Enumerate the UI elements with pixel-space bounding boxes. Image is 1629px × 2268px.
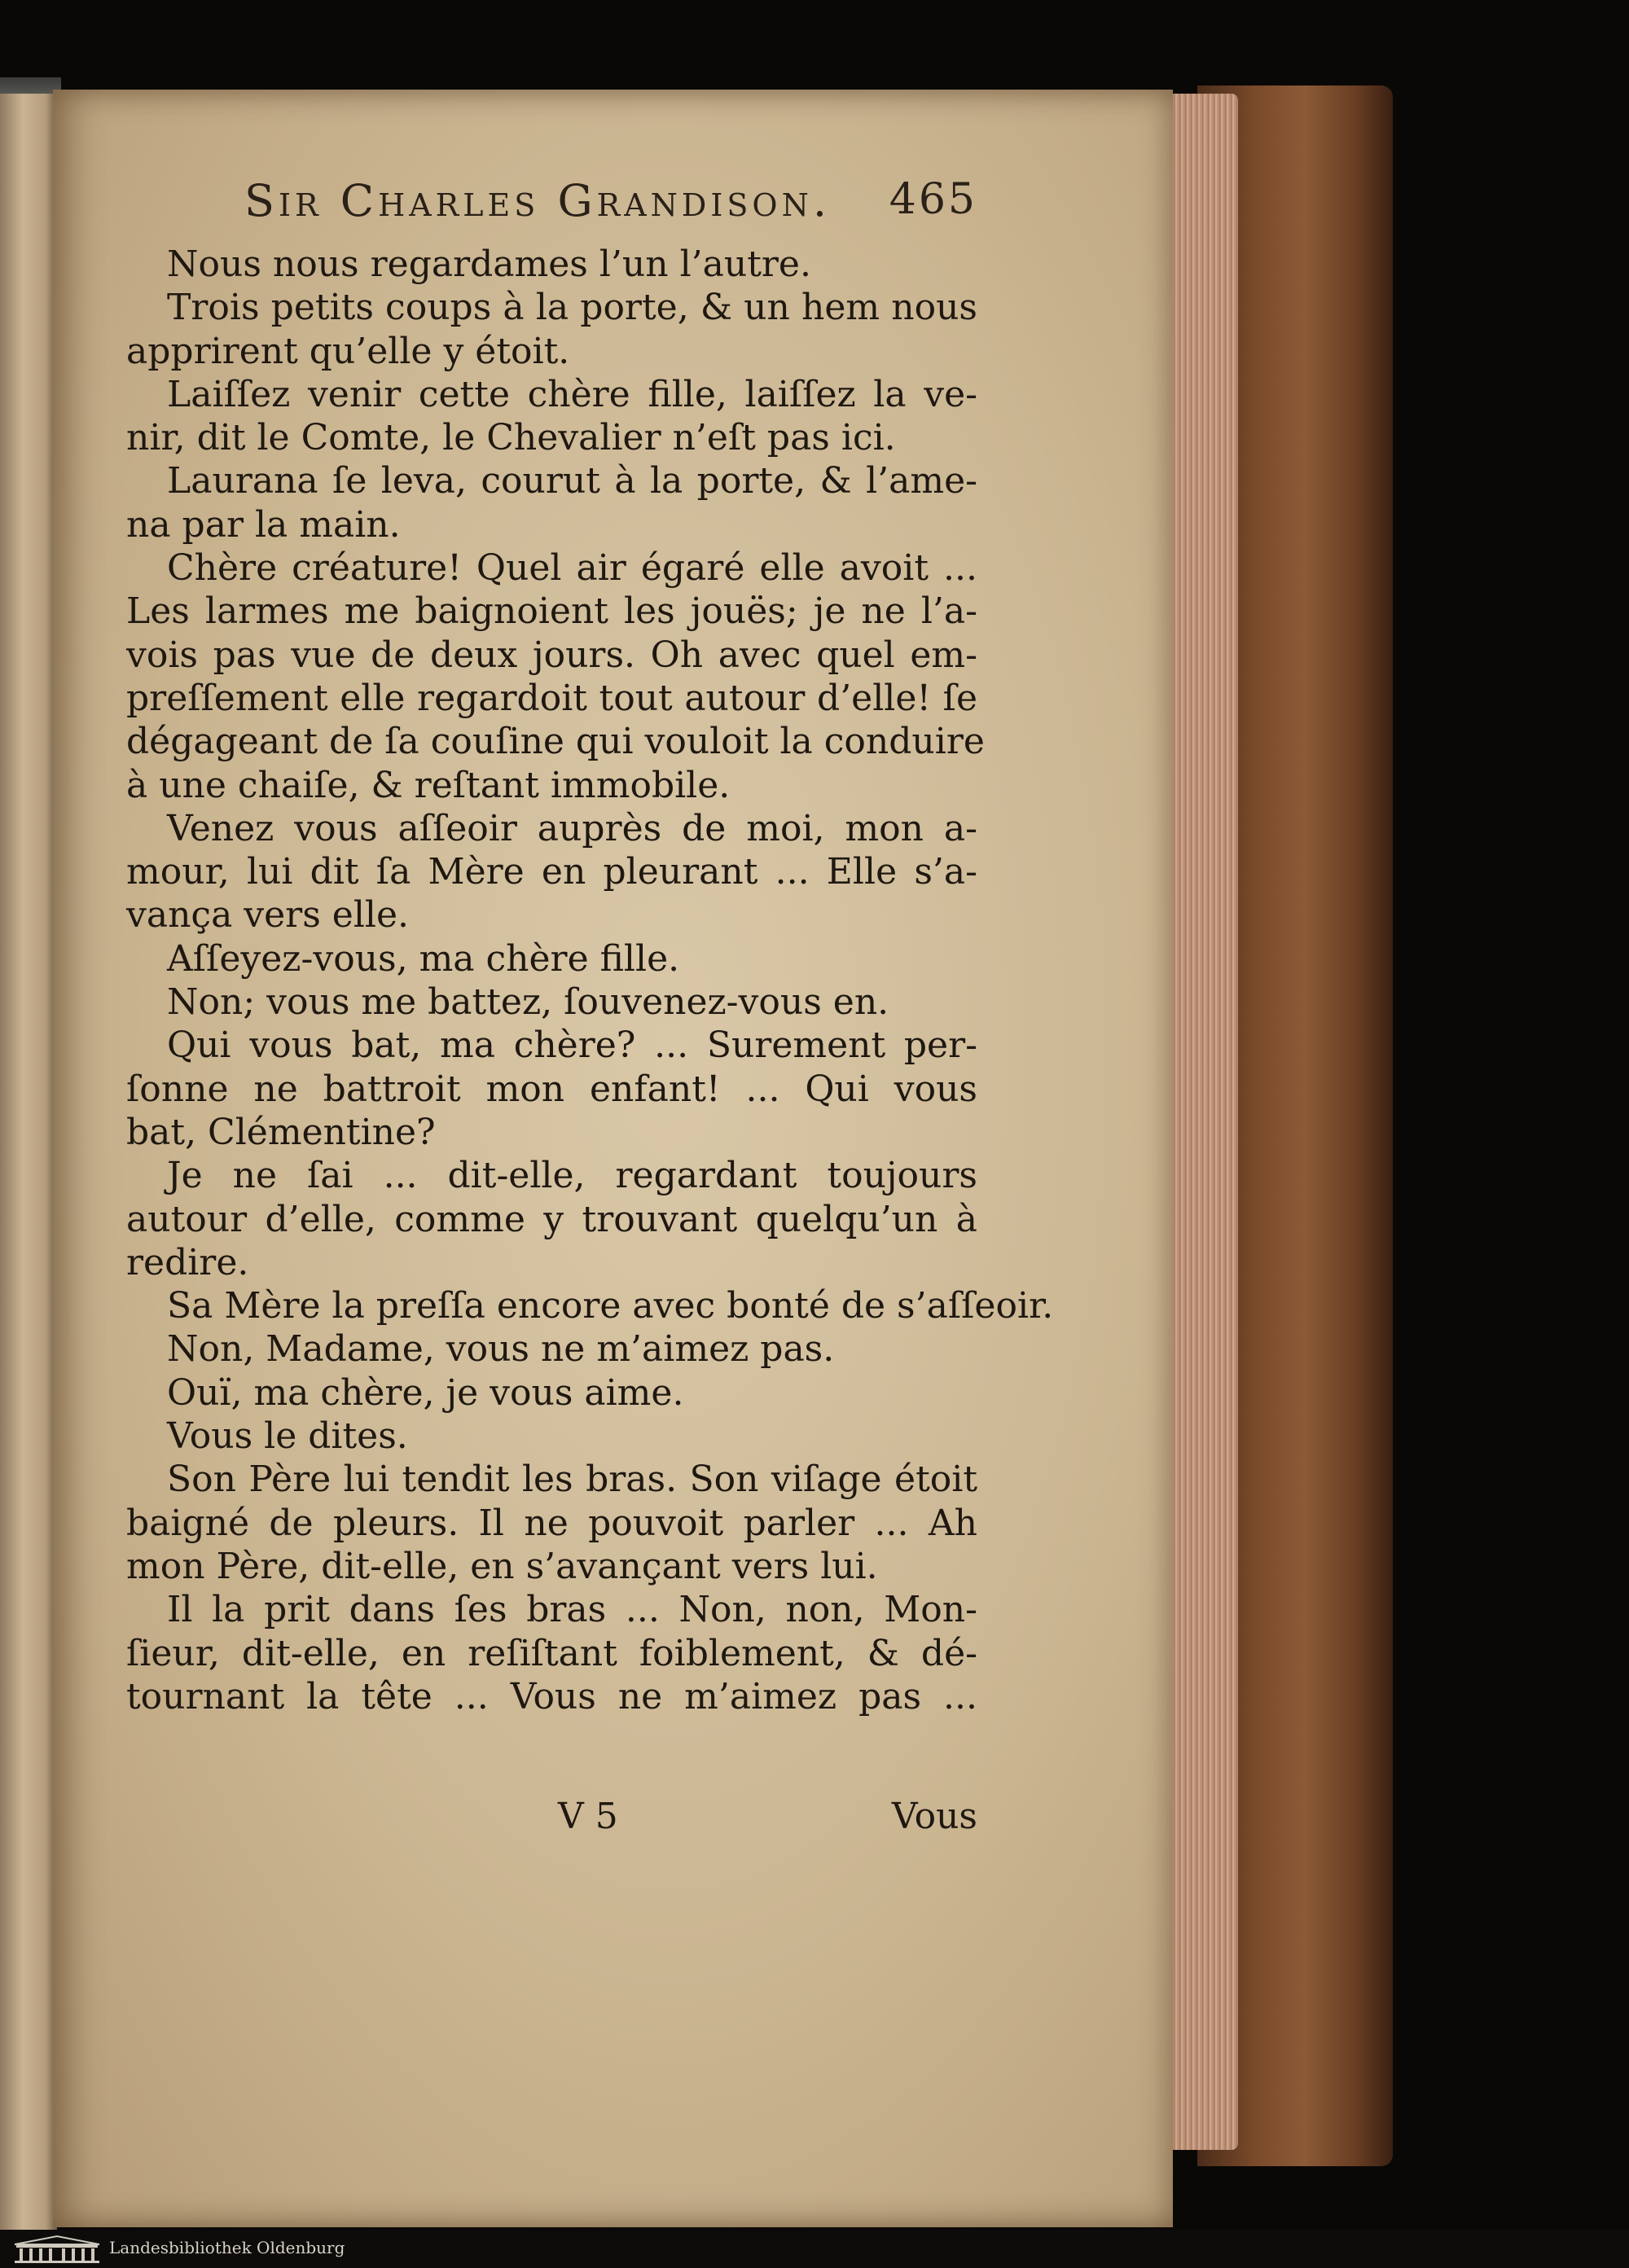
- text-line: apprirent qu’elle y étoit.: [126, 330, 570, 372]
- text-line: ſieur, dit-elle, en reſiſtant foiblement, & dé-: [126, 1632, 977, 1674]
- text-line: autour d’elle, comme y trouvant quelqu’un à: [126, 1198, 977, 1240]
- page-footer: [126, 1796, 977, 1845]
- page-number: 465: [889, 175, 977, 224]
- text-line: dégageant de ſa couſine qui vouloit la conduire: [126, 721, 985, 763]
- text-line: mour, lui dit ſa Mère en pleurant ... Elle s’a-: [126, 851, 977, 893]
- text-line: bat, Clémentine?: [126, 1111, 436, 1153]
- library-bar: [0, 2230, 1629, 2268]
- text-line: Les larmes me baignoient les jouës; je ne l’a-: [126, 590, 977, 633]
- text-line: Son Père lui tendit les bras. Son viſage étoit: [167, 1459, 977, 1501]
- signature-mark: V 5: [558, 1796, 618, 1837]
- text-line: baigné de pleurs. Il ne pouvoit parler ... Ah: [126, 1502, 977, 1544]
- text-line: preſſement elle regardoit tout autour d’elle! ſe: [126, 677, 977, 719]
- text-line: Trois petits coups à la porte, & un hem nous: [167, 287, 977, 329]
- text-line: ſonne ne battroit mon enfant! ... Qui vous: [126, 1068, 977, 1110]
- text-line: Non; vous me battez, ſouvenez-vous en.: [167, 981, 889, 1024]
- text-line: à une chaiſe, & reſtant immobile.: [126, 764, 731, 806]
- body-text: [126, 243, 1054, 1718]
- text-line: vança vers elle.: [126, 894, 409, 937]
- text-line: Sa Mère la preſſa encore avec bonté de s’aſſeoir.: [167, 1285, 1054, 1327]
- text-line: Laurana ſe leva, courut à la porte, & l’ame-: [167, 460, 977, 502]
- text-line: Laiſſez venir cette chère fille, laiſſez la ve-: [167, 373, 977, 415]
- library-building-icon: [11, 2235, 103, 2264]
- text-line: Qui vous bat, ma chère? ... Surement per-: [167, 1024, 977, 1067]
- text-line: Je ne ſai ... dit-elle, regardant toujours: [167, 1155, 977, 1197]
- text-line: Aſſeyez-vous, ma chère fille.: [167, 937, 680, 980]
- text-line: mon Père, dit-elle, en s’avançant vers lui.: [126, 1545, 878, 1587]
- text-line: na par la main.: [126, 503, 401, 546]
- text-line: vois pas vue de deux jours. Oh avec quel em-: [126, 634, 977, 676]
- text-line: Nous nous regardames l’un l’autre.: [167, 243, 811, 285]
- page-header: [244, 175, 977, 232]
- text-line: Ouï, ma chère, je vous aime.: [167, 1371, 684, 1414]
- text-line: Venez vous aſſeoir auprès de moi, mon a-: [167, 807, 977, 849]
- text-line: Chère créature! Quel air égaré elle avoit ...: [167, 547, 977, 590]
- text-line: nir, dit le Comte, le Chevalier n’eſt pas ici.: [126, 417, 896, 459]
- running-title: Sir Charles Grandison.: [244, 175, 831, 226]
- catchword: Vous: [891, 1796, 977, 1837]
- library-name: Landesbibliothek Oldenburg: [109, 2238, 345, 2257]
- text-line: Il la prit dans ſes bras ... Non, non, Mon-: [167, 1589, 977, 1631]
- left-page-edge: [0, 94, 57, 2235]
- text-line: tournant la tête ... Vous ne m’aimez pas ...: [126, 1675, 977, 1717]
- text-line: Non, Madame, vous ne m’aimez pas.: [167, 1328, 835, 1371]
- text-line: Vous le dites.: [167, 1415, 408, 1458]
- text-line: redire.: [126, 1241, 249, 1283]
